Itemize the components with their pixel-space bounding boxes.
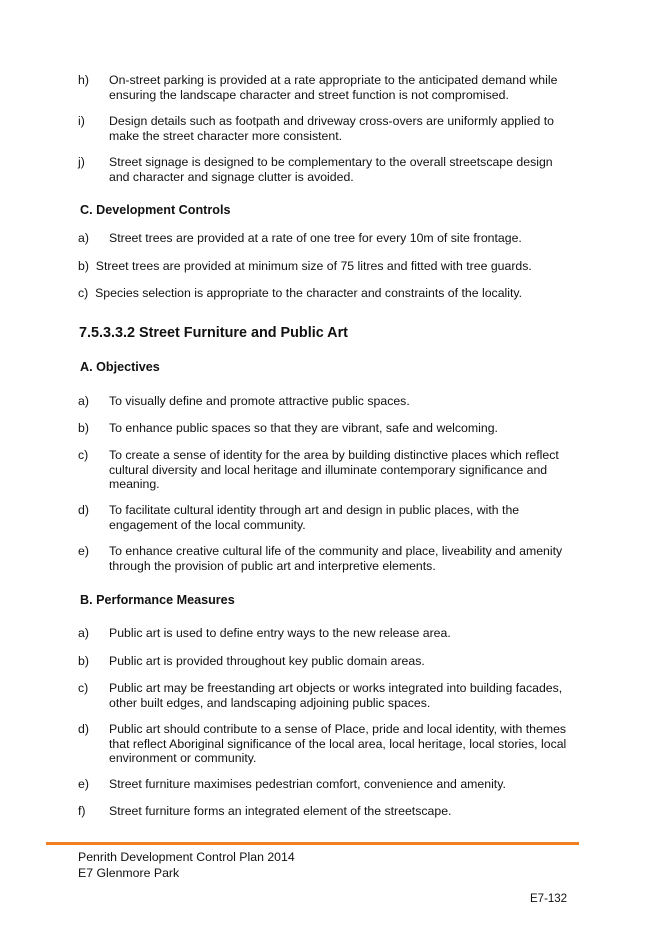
list-item-label: d) [78, 503, 89, 517]
list-item-label: i) [78, 114, 85, 128]
list-item-label: h) [78, 73, 89, 87]
list-item-text: To visually define and promote attractive public spaces. [109, 394, 410, 408]
list-item-label: a) [78, 394, 89, 408]
list-item-label: d) [78, 722, 89, 736]
list-item [78, 259, 578, 274]
list-item-label: a) [78, 231, 89, 245]
list-item-label: e) [78, 544, 89, 558]
list-item [78, 286, 578, 301]
subsection-heading: C. Development Controls [80, 203, 231, 217]
list-item-label: c) [78, 681, 89, 695]
list-item-label: c) [78, 286, 89, 300]
list-item-label: c) [78, 448, 89, 462]
list-item-text: Public art should contribute to a sense of Place, pride and local identity, with themes that reflect Aboriginal significance of the local area, local heritage, local stories, local environment or community. [109, 722, 567, 766]
list-item-label: f) [78, 804, 86, 818]
list-item-label: b) [78, 259, 89, 273]
list-item-text: To facilitate cultural identity through art and design in public places, with the engagement of the local community. [109, 503, 520, 532]
page-number: E7-132 [530, 893, 568, 905]
list-item-text: Species selection is appropriate to the character and constraints of the locality. [95, 286, 523, 300]
list-item-label: b) [78, 421, 89, 435]
list-item-text: Street trees are provided at a rate of one tree for every 10m of site frontage. [109, 231, 522, 245]
list-item-text: Street trees are provided at minimum size of 75 litres and fitted with tree guards. [95, 259, 532, 273]
list-item-text: To create a sense of identity for the area by building distinctive places which reflect cultural diversity and local heritage and illuminate contemporary significance and meaning. [109, 448, 559, 492]
footer-document-title: Penrith Development Control Plan 2014 [78, 850, 295, 864]
list-item-text: Public art is provided throughout key public domain areas. [109, 654, 425, 668]
list-item-text: On-street parking is provided at a rate appropriate to the anticipated demand while ensuring the landscape character and street function is not compromised. [109, 73, 558, 102]
list-item-text: Street signage is designed to be complementary to the overall streetscape design and character and signage clutter is avoided. [109, 155, 553, 184]
list-item-text: To enhance creative cultural life of the community and place, liveability and amenity through the provision of public art and interpretive elements. [109, 544, 563, 573]
section-number: 7.5.3.3.2 [79, 325, 136, 341]
list-item-label: e) [78, 777, 89, 791]
list-item-text: Street furniture forms an integrated element of the streetscape. [109, 804, 452, 818]
list-item-label: b) [78, 654, 89, 668]
section-title: Street Furniture and Public Art [139, 325, 348, 341]
list-item-text: Public art may be freestanding art objects or works integrated into building facades, other built edges, and landscaping adjoining public spaces. [109, 681, 563, 710]
list-item-text: Public art is used to define entry ways to the new release area. [109, 626, 451, 640]
list-item-label: a) [78, 626, 89, 640]
footer-section-name: E7 Glenmore Park [78, 866, 180, 880]
section-heading [79, 326, 348, 341]
list-item-text: Design details such as footpath and driveway cross-overs are uniformly applied to make the street character more consistent. [109, 114, 554, 143]
subsection-heading: B. Performance Measures [80, 593, 235, 607]
list-item-label: j) [78, 155, 85, 169]
list-item-text: To enhance public spaces so that they are vibrant, safe and welcoming. [109, 421, 498, 435]
list-item-text: Street furniture maximises pedestrian comfort, convenience and amenity. [109, 777, 506, 791]
subsection-heading: A. Objectives [80, 360, 160, 374]
footer-rule [46, 842, 579, 845]
